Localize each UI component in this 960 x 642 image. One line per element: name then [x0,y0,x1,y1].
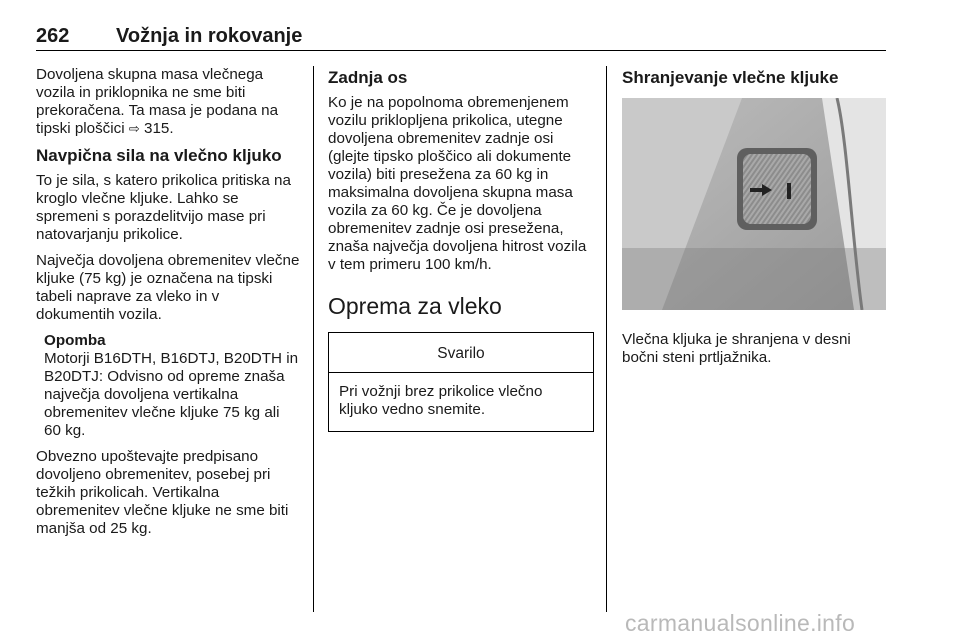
column-middle [328,66,594,432]
paragraph-observe-load: Obvezno upoštevajte predpisano dovoljeno obremenitev, posebej pri težkih prikolicah. Vertikalna obremenitev vlečne kljuke ne sme biti manjša od 25 kg. [36,448,289,537]
note-box [36,332,300,440]
column-divider-2 [606,66,607,612]
heading-towing-equipment: Oprema za vleko [328,293,502,319]
note-title: Opomba [44,332,106,349]
warning-title: Svarilo [329,333,593,373]
heading-storage: Shranjevanje vlečne kljuke [622,68,839,87]
storage-caption: Vlečna kljuka je shranjena v desni bočni steni prtljažnika. [622,331,851,366]
heading-vertical-load: Navpična sila na vlečno kljuko [36,146,282,165]
paragraph-max-load: Največja dovoljena obremenitev vlečne kljuke (75 kg) je označena na tipski tabeli naprave za vleko in v dokumentih vozila. [36,252,300,323]
page-number: 262 [36,25,70,47]
watermark: carmanualsonline.info [625,610,856,636]
column-divider-1 [313,66,314,612]
arrow-right-icon: ⇨ [128,121,140,136]
warning-box [328,332,594,432]
note-text: Motorji B16DTH, B16DTJ, B20DTH in B20DTJ: Odvisno od opreme znaša največja dovoljena vertikalna obremenitev vlečne kljuke 75 kg ali 60 kg. [44,350,299,439]
warning-text: Pri vožnji brez prikolice vlečno kljuko vedno snemite. [339,383,543,418]
heading-rear-axle: Zadnja os [328,68,408,87]
page-title: Vožnja in rokovanje [116,25,303,47]
column-right [622,66,888,375]
column-left [36,66,300,546]
paragraph-rear-axle: Ko je na popolnoma obremenjenem vozilu priklopljena prikolica, utegne dovoljena obremenitev zadnje osi (glejte tipsko ploščico ali dokumente vozila) biti presežena za 60 kg in maksimalna dovoljena skupna masa vozila za 60 kg. Če je dovoljena obremenitev zadnje osi presežena, znaša največja dovoljena hitrost vozila v tem primeru 100 km/h. [328,94,587,273]
page-header [36,24,886,51]
paragraph-total-mass: Dovoljena skupna masa vlečnega vozila in priklopnika ne sme biti prekoračena. Ta masa je podana na tipski ploščici ⇨ 315. [36,66,279,137]
paragraph-vertical-load: To je sila, s katero prikolica pritiska na kroglo vlečne kljuke. Lahko se spremeni s porazdelitvijo mase pri natovarjanju prikolice. [36,172,291,243]
page-reference-link[interactable]: ⇨ 315. [128,120,174,137]
trunk-storage-photo [622,98,886,310]
